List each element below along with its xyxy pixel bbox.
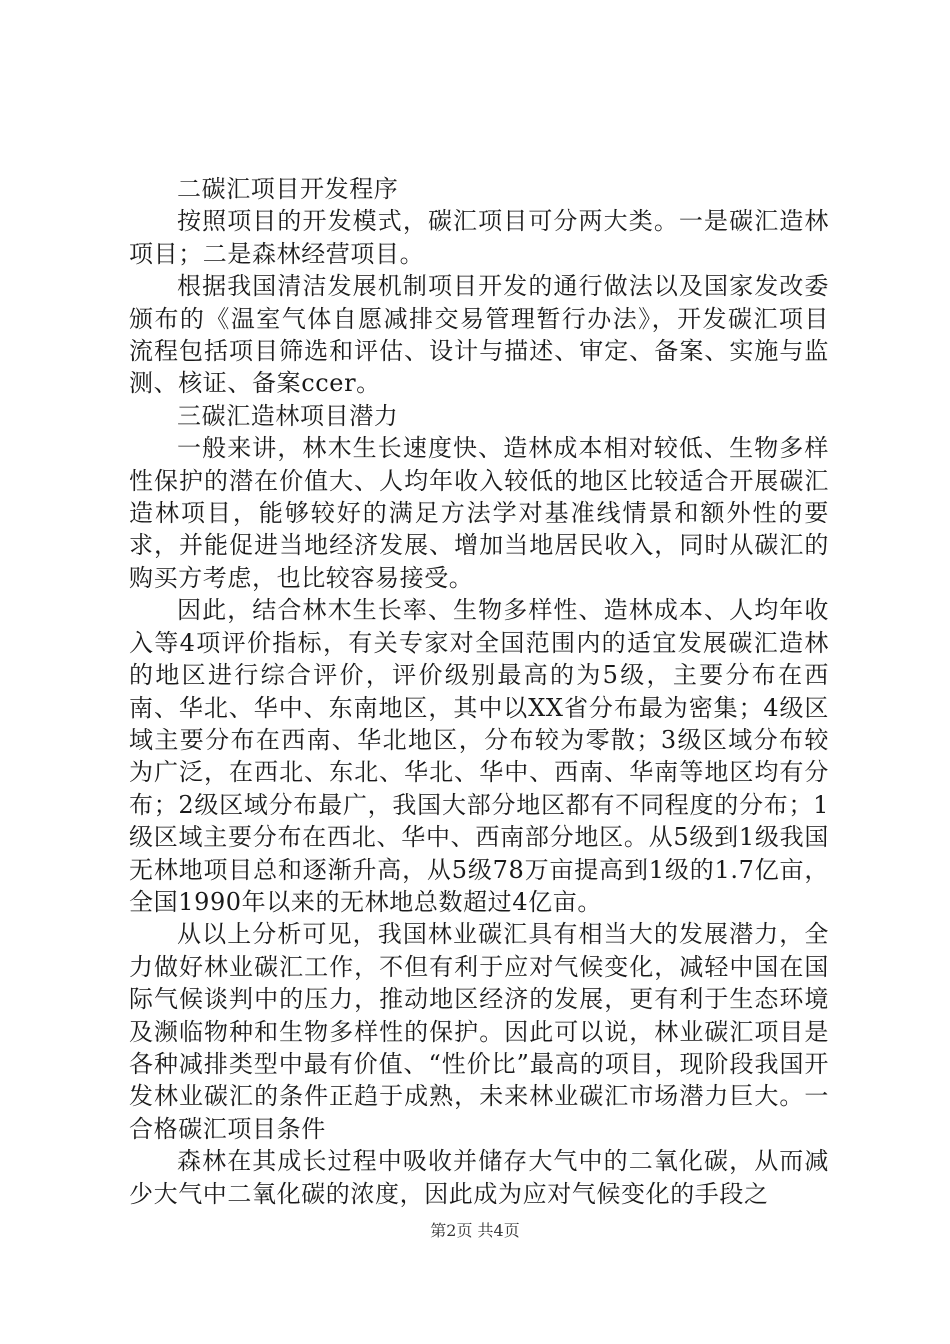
page-footer bbox=[0, 1218, 950, 1241]
document-body bbox=[129, 173, 829, 1210]
section-heading-development-procedure: 二碳汇项目开发程序 bbox=[177, 175, 399, 203]
page-number-label: 第2页 共4页 bbox=[430, 1221, 520, 1240]
paragraph-analysis-conclusion: 从以上分析可见，我国林业碳汇具有相当大的发展潜力，全力做好林业碳汇工作，不但有利于应对气候变化，减轻中国在国际气候谈判中的压力，推动地区经济的发展，更有利于生态环境及濒临物种和生物多样性的保护。因此可以说，林业碳汇项目是各种减排类型中最有价值、“性价比”最高的项目，现阶段我国开发林业碳汇的条件正趋于成熟，未来林业碳汇市场潜力巨大。一合格碳汇项目条件 bbox=[129, 920, 829, 1143]
paragraph-project-process: 根据我国清洁发展机制项目开发的通行做法以及国家发改委颁布的《温室气体自愿减排交易管理暂行办法》，开发碳汇项目流程包括项目筛选和评估、设计与描述、审定、备案、实施与监测、核证、备案ccer。 bbox=[129, 272, 829, 398]
paragraph-forest-absorption: 森林在其成长过程中吸收并储存大气中的二氧化碳，从而减少大气中二氧化碳的浓度，因此成为应对气候变化的手段之 bbox=[129, 1147, 829, 1208]
section-heading-afforestation-potential: 三碳汇造林项目潜力 bbox=[177, 401, 399, 430]
paragraph-project-types: 按照项目的开发模式，碳汇项目可分两大类。一是碳汇造林项目；二是森林经营项目。 bbox=[129, 207, 829, 268]
paragraph-suitable-regions: 一般来讲，林木生长速度快、造林成本相对较低、生物多样性保护的潜在价值大、人均年收入较低的地区比较适合开展碳汇造林项目，能够较好的满足方法学对基准线情景和额外性的要求，并能促进当地经济发展、增加当地居民收入，同时从碳汇的购买方考虑，也比较容易接受。 bbox=[129, 434, 829, 592]
paragraph-evaluation-levels: 因此，结合林木生长率、生物多样性、造林成本、人均年收入等4项评价指标，有关专家对全国范围内的适宜发展碳汇造林的地区进行综合评价，评价级别最高的为5级，主要分布在西南、华北、华中、东南地区，其中以XX省分布最为密集；4级区域主要分布在西南、华北地区，分布较为零散；3级区域分布较为广泛，在西北、东北、华北、华中、西南、华南等地区均有分布；2级区域分布最广，我国大部分地区都有不同程度的分布；1级区域主要分布在西北、华中、西南部分地区。从5级到1级我国无林地项目总和逐渐升高，从5级78万亩提高到1级的1.7亿亩，全国1990年以来的无林地总数超过4亿亩。 bbox=[129, 596, 829, 916]
